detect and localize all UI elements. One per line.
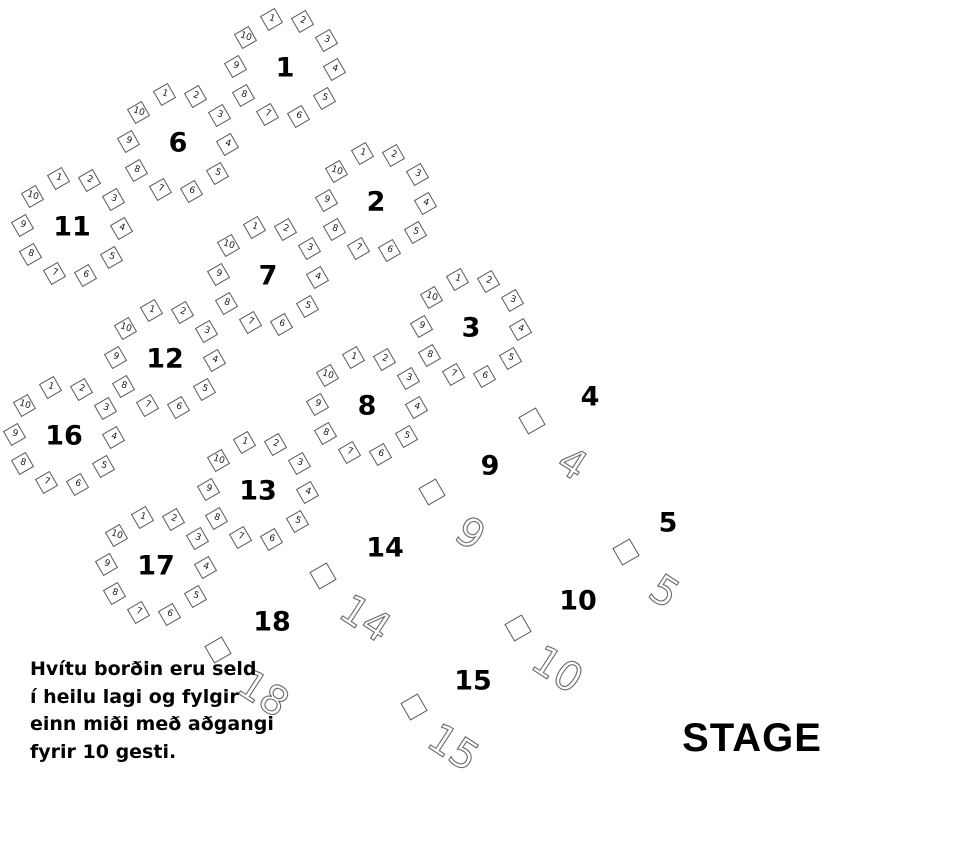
table-13-seat-9[interactable] xyxy=(196,478,219,501)
table-14-number-label: 14 xyxy=(366,532,404,564)
seat-number: 1 xyxy=(349,351,358,364)
seat-number: 6 xyxy=(187,184,197,197)
table-11-seat-1[interactable] xyxy=(47,167,70,190)
seat-number: 9 xyxy=(312,398,322,410)
table-7-number-label: 7 xyxy=(258,260,278,292)
table-7-seat-3[interactable] xyxy=(298,236,321,259)
seat-number: 5 xyxy=(191,590,200,602)
ghost-number-text: 5 xyxy=(640,565,688,619)
seat-number: 10 xyxy=(17,398,32,412)
table-7-seat-1[interactable] xyxy=(243,216,266,239)
seat-number: 9 xyxy=(213,268,223,280)
seat-number: 10 xyxy=(424,290,439,304)
table-1-seat-4[interactable] xyxy=(323,58,346,81)
seat-number: 10 xyxy=(211,453,226,467)
table-12-seat-3[interactable] xyxy=(195,319,218,342)
table-7-seat-5[interactable] xyxy=(296,295,319,318)
seat-number: 4 xyxy=(201,561,211,573)
seat-number: 3 xyxy=(295,456,304,469)
seat-number: 4 xyxy=(313,271,323,283)
table-3-seat-7[interactable] xyxy=(442,363,465,386)
seat-number: 9 xyxy=(101,558,111,570)
table-16-seat-1[interactable] xyxy=(39,376,62,399)
table-13-number-label: 13 xyxy=(239,475,277,507)
table-15-whole-table-square[interactable] xyxy=(400,693,427,720)
table-1-seat-8[interactable] xyxy=(232,84,255,107)
seat-number: 1 xyxy=(267,13,276,26)
table-16-seat-8[interactable] xyxy=(11,452,34,475)
table-7-seat-7[interactable] xyxy=(239,311,262,334)
seat-number: 5 xyxy=(213,167,222,179)
table-3-seat-1[interactable] xyxy=(446,268,469,291)
seat-number: 8 xyxy=(212,512,221,525)
ghost-number-text: 10 xyxy=(523,636,591,704)
table-2-seat-6[interactable] xyxy=(378,238,401,261)
seat-number: 9 xyxy=(416,320,426,332)
seat-number: 6 xyxy=(376,447,386,460)
seat-number: 2 xyxy=(483,274,493,287)
table-8-seat-1[interactable] xyxy=(342,346,365,369)
table-4-number-label: 4 xyxy=(580,381,600,413)
table-7-seat-2[interactable] xyxy=(273,217,296,240)
seat-number: 8 xyxy=(110,587,119,600)
table-8-seat-4[interactable] xyxy=(405,396,428,419)
seat-number: 3 xyxy=(413,167,422,180)
seat-number: 7 xyxy=(134,606,144,619)
seat-number: 4 xyxy=(412,401,422,413)
table-8-seat-3[interactable] xyxy=(397,366,420,389)
table-10-whole-table-square[interactable] xyxy=(504,614,531,641)
table-12-seat-4[interactable] xyxy=(203,349,226,372)
table-7-seat-6[interactable] xyxy=(270,312,293,335)
table-6-seat-5[interactable] xyxy=(206,162,229,185)
seat-number: 3 xyxy=(202,324,211,337)
table-1-number-label: 1 xyxy=(275,52,295,84)
table-1-seat-6[interactable] xyxy=(287,104,310,127)
table-13-seat-8[interactable] xyxy=(205,507,228,530)
table-8-seat-5[interactable] xyxy=(395,425,418,448)
seat-number: 8 xyxy=(425,349,434,362)
seat-number: 6 xyxy=(165,607,175,620)
seat-number: 4 xyxy=(303,486,313,498)
table-8-seat-10[interactable] xyxy=(316,364,339,387)
table-12-seat-2[interactable] xyxy=(170,300,193,323)
seat-number: 6 xyxy=(480,369,490,382)
table-11-seat-5[interactable] xyxy=(100,246,123,269)
table-8-seat-6[interactable] xyxy=(369,442,392,465)
table-6-number-label: 6 xyxy=(168,127,188,159)
table-1-seat-1[interactable] xyxy=(260,8,283,31)
seat-number: 10 xyxy=(221,238,236,252)
table-6-seat-4[interactable] xyxy=(216,133,239,156)
table-3-seat-5[interactable] xyxy=(499,347,522,370)
table-9-ghost-number xyxy=(400,464,540,604)
table-17-seat-1[interactable] xyxy=(131,506,154,529)
seat-number: 9 xyxy=(123,135,133,147)
ghost-number-text: 18 xyxy=(229,660,297,728)
table-2-number-label: 2 xyxy=(366,186,386,218)
table-6-seat-7[interactable] xyxy=(149,178,172,201)
seat-number: 5 xyxy=(320,92,329,104)
table-7-seat-4[interactable] xyxy=(306,266,329,289)
seat-number: 10 xyxy=(329,164,344,178)
seat-number: 1 xyxy=(240,436,249,449)
table-8-seat-2[interactable] xyxy=(372,347,395,370)
seat-number: 3 xyxy=(193,531,202,544)
seat-number: 1 xyxy=(46,381,55,394)
seat-number: 5 xyxy=(107,251,116,263)
table-11-number-label: 11 xyxy=(53,211,91,243)
seat-number: 9 xyxy=(9,428,19,440)
table-7-seat-8[interactable] xyxy=(215,292,238,315)
seat-number: 6 xyxy=(294,109,304,122)
note-line: einn miði með aðgangi xyxy=(30,713,274,735)
table-11-seat-2[interactable] xyxy=(77,168,100,191)
seat-number: 6 xyxy=(385,243,395,256)
table-16-seat-7[interactable] xyxy=(35,471,58,494)
table-11-seat-6[interactable] xyxy=(74,263,97,286)
table-13-seat-7[interactable] xyxy=(229,526,252,549)
seat-number: 3 xyxy=(322,33,331,46)
seat-number: 8 xyxy=(330,223,339,236)
table-1-seat-10[interactable] xyxy=(234,26,257,49)
seat-number: 6 xyxy=(73,477,83,490)
seat-number: 6 xyxy=(267,532,277,545)
seat-number: 1 xyxy=(54,172,63,185)
seat-number: 8 xyxy=(119,380,128,393)
table-16-seat-6[interactable] xyxy=(66,472,89,495)
seat-number: 10 xyxy=(131,105,146,119)
seat-number: 9 xyxy=(321,194,331,206)
stage-label: STAGE xyxy=(682,716,822,760)
seat-number: 2 xyxy=(190,89,200,102)
seat-number: 4 xyxy=(223,138,233,150)
table-17-seat-5[interactable] xyxy=(184,585,207,608)
seat-number: 4 xyxy=(109,431,119,443)
table-13-seat-6[interactable] xyxy=(260,527,283,550)
seat-number: 8 xyxy=(26,248,35,261)
seat-number: 7 xyxy=(143,399,153,412)
seat-number: 3 xyxy=(109,192,118,205)
table-1-seat-7[interactable] xyxy=(256,103,279,126)
table-6-seat-9[interactable] xyxy=(116,130,139,153)
seat-number: 7 xyxy=(345,446,355,459)
seat-number: 3 xyxy=(215,108,224,121)
seat-number: 3 xyxy=(305,241,314,254)
seat-number: 10 xyxy=(238,30,253,44)
table-12-seat-7[interactable] xyxy=(136,394,159,417)
seat-number: 5 xyxy=(303,300,312,312)
table-15-ghost-number xyxy=(383,678,523,818)
table-5-whole-table-square[interactable] xyxy=(612,538,639,565)
seat-number: 5 xyxy=(506,352,515,364)
table-8-seat-8[interactable] xyxy=(314,422,337,445)
table-3-seat-8[interactable] xyxy=(418,344,441,367)
seat-number: 9 xyxy=(203,483,213,495)
table-9-whole-table-square[interactable] xyxy=(418,478,445,505)
whole-table-note xyxy=(30,656,274,766)
table-12-seat-9[interactable] xyxy=(103,346,126,369)
table-10-number-label: 10 xyxy=(559,585,597,617)
seat-number: 10 xyxy=(118,321,133,335)
table-12-seat-6[interactable] xyxy=(167,395,190,418)
table-8-seat-9[interactable] xyxy=(305,393,328,416)
table-3-seat-6[interactable] xyxy=(473,364,496,387)
table-3-seat-4[interactable] xyxy=(509,318,532,341)
seat-number: 9 xyxy=(110,351,120,363)
table-16-seat-9[interactable] xyxy=(2,423,25,446)
seat-number: 7 xyxy=(50,267,60,280)
table-11-seat-8[interactable] xyxy=(19,243,42,266)
seat-number: 7 xyxy=(449,368,459,381)
table-16-seat-4[interactable] xyxy=(102,426,125,449)
table-7-seat-9[interactable] xyxy=(206,263,229,286)
seat-number: 10 xyxy=(25,189,40,203)
table-6-seat-1[interactable] xyxy=(153,83,176,106)
seat-number: 4 xyxy=(330,63,340,75)
table-2-seat-7[interactable] xyxy=(347,237,370,260)
table-2-seat-10[interactable] xyxy=(325,160,348,183)
table-16-number-label: 16 xyxy=(45,420,83,452)
table-3-seat-2[interactable] xyxy=(476,269,499,292)
table-16-seat-5[interactable] xyxy=(92,455,115,478)
table-17-seat-3[interactable] xyxy=(186,526,209,549)
seat-number: 10 xyxy=(320,368,335,382)
table-13-seat-4[interactable] xyxy=(296,481,319,504)
seat-number: 6 xyxy=(81,268,91,281)
seat-number: 2 xyxy=(297,14,307,27)
seat-number: 8 xyxy=(239,89,248,102)
seat-number: 1 xyxy=(453,273,462,286)
seat-number: 7 xyxy=(42,476,52,489)
table-11-seat-4[interactable] xyxy=(110,217,133,240)
seat-number: 1 xyxy=(160,88,169,101)
seat-number: 4 xyxy=(117,222,127,234)
table-2-seat-5[interactable] xyxy=(404,221,427,244)
seat-number: 1 xyxy=(250,221,259,234)
seat-number: 2 xyxy=(76,382,86,395)
table-2-seat-8[interactable] xyxy=(323,218,346,241)
table-16-seat-2[interactable] xyxy=(69,377,92,400)
seat-number: 7 xyxy=(263,108,273,121)
note-line: Hvítu borðin eru seld xyxy=(30,658,257,680)
table-15-number-label: 15 xyxy=(454,665,492,697)
table-5-ghost-number xyxy=(594,522,734,662)
seat-number: 7 xyxy=(236,531,246,544)
table-6-seat-10[interactable] xyxy=(127,101,150,124)
seat-number: 4 xyxy=(210,354,220,366)
table-17-seat-9[interactable] xyxy=(94,553,117,576)
seat-number: 2 xyxy=(84,173,94,186)
ghost-number-text: 4 xyxy=(548,437,596,491)
ghost-number-text: 15 xyxy=(419,714,487,782)
table-12-seat-10[interactable] xyxy=(114,317,137,340)
seat-number: 3 xyxy=(101,401,110,414)
seat-number: 4 xyxy=(421,197,431,209)
table-2-seat-9[interactable] xyxy=(314,189,337,212)
seat-number: 5 xyxy=(402,430,411,442)
table-3-seat-9[interactable] xyxy=(409,315,432,338)
table-6-seat-6[interactable] xyxy=(180,179,203,202)
seat-number: 9 xyxy=(17,219,27,231)
table-17-seat-8[interactable] xyxy=(103,582,126,605)
table-12-seat-5[interactable] xyxy=(193,378,216,401)
seat-number: 2 xyxy=(379,352,389,365)
table-8-seat-7[interactable] xyxy=(338,441,361,464)
table-1-seat-9[interactable] xyxy=(223,55,246,78)
table-2-seat-4[interactable] xyxy=(414,192,437,215)
table-6-seat-8[interactable] xyxy=(125,159,148,182)
seat-number: 10 xyxy=(109,528,124,542)
seat-number: 2 xyxy=(270,437,280,450)
table-2-seat-3[interactable] xyxy=(406,162,429,185)
seat-number: 7 xyxy=(246,316,256,329)
table-2-seat-2[interactable] xyxy=(381,143,404,166)
table-4-whole-table-square[interactable] xyxy=(518,407,545,434)
seat-number: 4 xyxy=(516,323,526,335)
table-8-number-label: 8 xyxy=(357,390,377,422)
table-1-seat-5[interactable] xyxy=(313,87,336,110)
seat-number: 8 xyxy=(321,427,330,440)
table-3-seat-10[interactable] xyxy=(420,286,443,309)
table-17-number-label: 17 xyxy=(137,550,175,582)
table-3-seat-3[interactable] xyxy=(501,288,524,311)
table-14-whole-table-square[interactable] xyxy=(309,562,336,589)
seat-number: 3 xyxy=(404,371,413,384)
table-13-seat-5[interactable] xyxy=(286,510,309,533)
table-17-seat-10[interactable] xyxy=(105,524,128,547)
seat-number: 6 xyxy=(174,400,184,413)
table-13-seat-10[interactable] xyxy=(207,449,230,472)
seat-number: 2 xyxy=(280,222,290,235)
table-18-number-label: 18 xyxy=(253,606,291,638)
table-3-number-label: 3 xyxy=(461,312,481,344)
table-11-seat-9[interactable] xyxy=(10,214,33,237)
table-17-seat-2[interactable] xyxy=(161,507,184,530)
table-5-number-label: 5 xyxy=(658,507,678,539)
table-17-seat-7[interactable] xyxy=(127,601,150,624)
table-2-seat-1[interactable] xyxy=(351,142,374,165)
table-16-seat-10[interactable] xyxy=(13,394,36,417)
seat-number: 7 xyxy=(354,242,364,255)
seat-number: 5 xyxy=(411,226,420,238)
table-13-seat-2[interactable] xyxy=(263,432,286,455)
table-6-seat-3[interactable] xyxy=(208,103,231,126)
seat-number: 8 xyxy=(222,297,231,310)
table-6-seat-2[interactable] xyxy=(183,84,206,107)
table-13-seat-3[interactable] xyxy=(288,451,311,474)
seat-number: 1 xyxy=(147,304,156,317)
table-17-seat-4[interactable] xyxy=(194,556,217,579)
table-12-seat-1[interactable] xyxy=(140,299,163,322)
seat-number: 1 xyxy=(358,147,367,160)
seat-number: 8 xyxy=(132,164,141,177)
table-1-seat-3[interactable] xyxy=(315,28,338,51)
table-12-number-label: 12 xyxy=(146,343,184,375)
table-11-seat-10[interactable] xyxy=(21,185,44,208)
seat-number: 2 xyxy=(388,148,398,161)
table-16-seat-3[interactable] xyxy=(94,396,117,419)
table-11-seat-3[interactable] xyxy=(102,187,125,210)
table-13-seat-1[interactable] xyxy=(233,431,256,454)
seat-number: 7 xyxy=(156,183,166,196)
note-line: í heilu lagi og fylgir xyxy=(30,685,239,708)
note-line: fyrir 10 gesti. xyxy=(30,740,177,763)
table-12-seat-8[interactable] xyxy=(112,375,135,398)
seat-number: 8 xyxy=(18,457,27,470)
seat-number: 1 xyxy=(138,511,147,524)
seat-number: 9 xyxy=(230,60,240,72)
seat-number: 5 xyxy=(200,383,209,395)
table-7-seat-10[interactable] xyxy=(217,234,240,257)
seat-number: 3 xyxy=(508,293,517,306)
table-1-seat-2[interactable] xyxy=(290,9,313,32)
ghost-number-text: 9 xyxy=(446,507,494,561)
seat-number: 5 xyxy=(293,515,302,527)
ghost-number-text: 14 xyxy=(331,585,399,653)
seat-number: 6 xyxy=(277,317,287,330)
table-9-number-label: 9 xyxy=(480,450,500,482)
seat-number: 5 xyxy=(99,460,108,472)
table-17-seat-6[interactable] xyxy=(158,602,181,625)
table-11-seat-7[interactable] xyxy=(43,262,66,285)
seat-number: 2 xyxy=(177,305,187,318)
seat-number: 2 xyxy=(168,512,178,525)
